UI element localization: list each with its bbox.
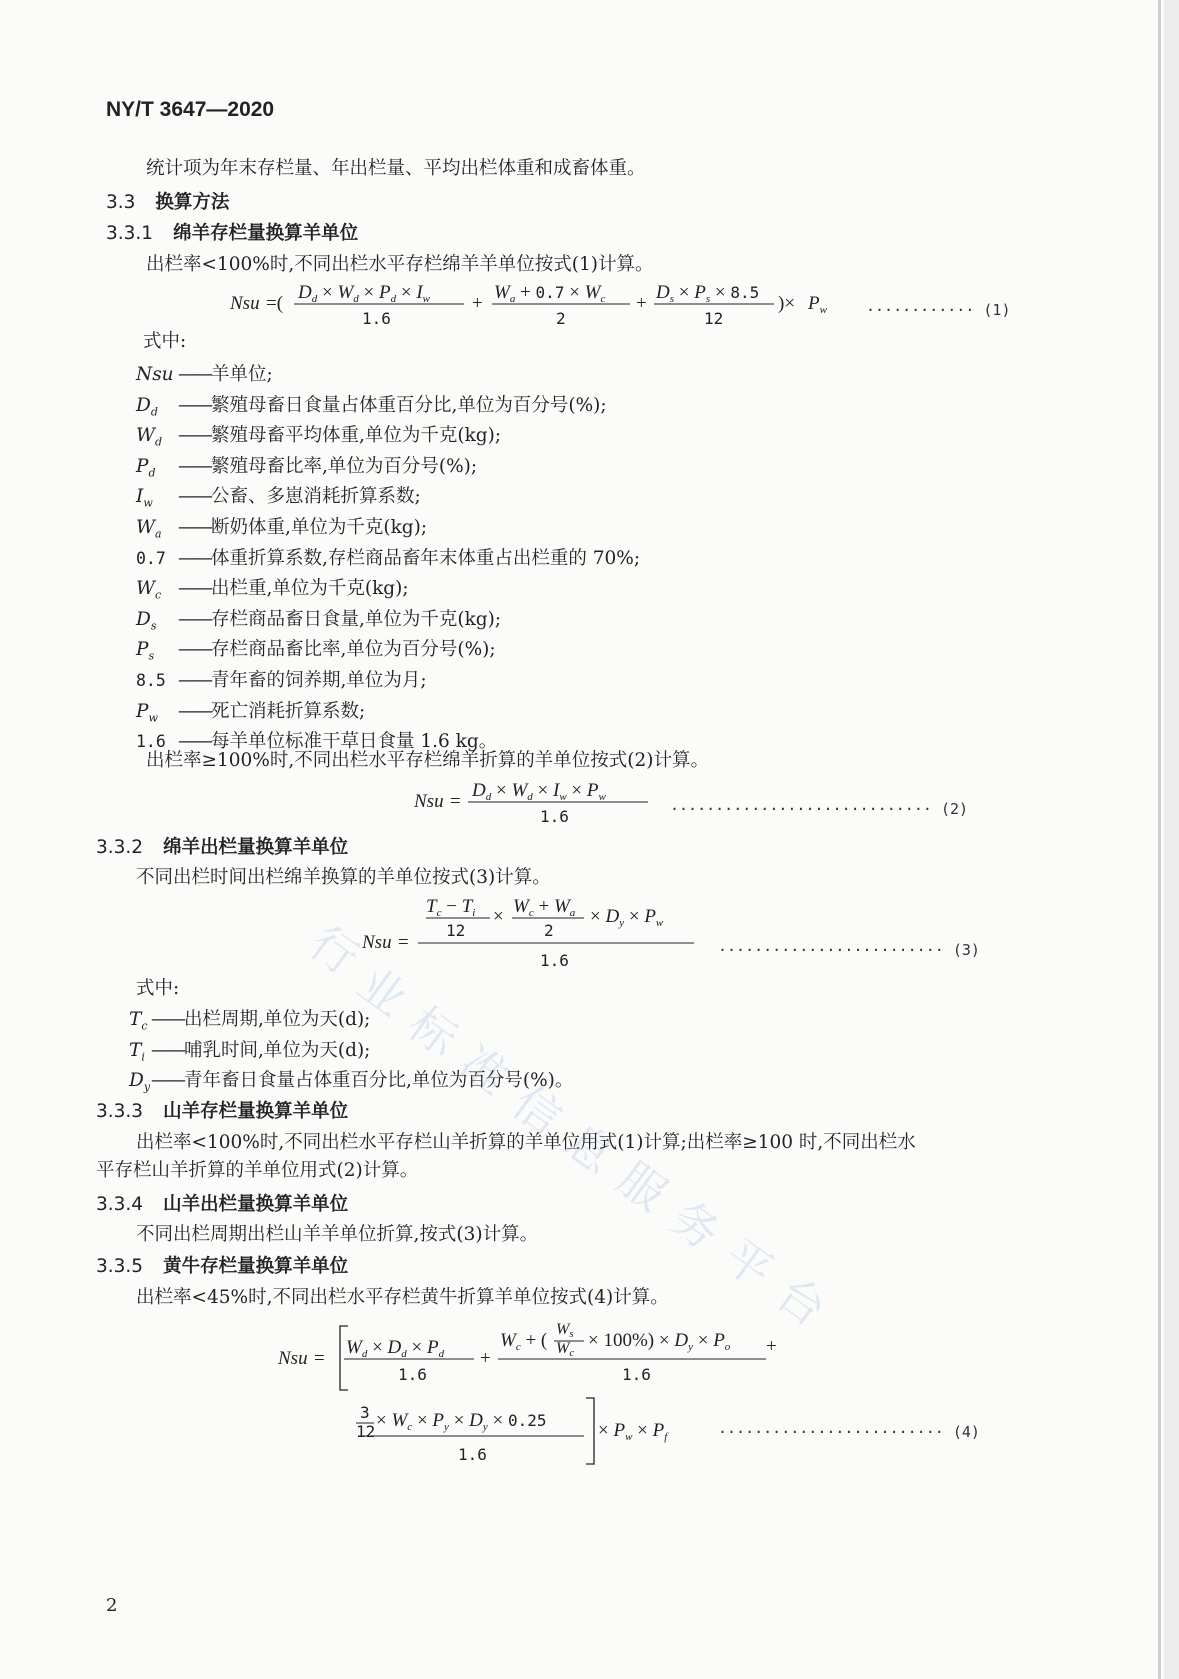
definition-symbol: $I_w$: [136, 486, 153, 511]
section-title: 山羊出栏量换算羊单位: [163, 1193, 349, 1214]
svg-text:× Wc × Py × Dy × 0.25: × $W_c \times P_y \times D_y \times 0.25$: [376, 1410, 547, 1433]
svg-text:1.6: 1.6: [540, 807, 569, 826]
svg-text:Dd × Wd × Pd × Iw: $D_d \times W_d \times P_d \times I_w$: [298, 282, 430, 305]
svg-text:Nsu: Nsu: [414, 791, 444, 812]
definition-text: 出栏重,单位为千克(kg);: [211, 578, 409, 600]
equation-3: [362, 896, 702, 974]
definition-item: [136, 488, 421, 509]
section-number: 3.3.4: [96, 1194, 144, 1215]
section-title: 黄牛存栏量换算羊单位: [163, 1255, 349, 1276]
definition-dash: ——: [178, 670, 211, 691]
definition-symbol: $T_i$: [129, 1039, 145, 1064]
definition-symbol: $D_d$: [136, 394, 158, 419]
definition-item: [136, 366, 273, 385]
definition-item: [136, 608, 502, 633]
svg-text:+: +: [472, 293, 483, 314]
definition-text: 存栏商品畜比率,单位为百分号(%);: [211, 639, 496, 661]
svg-text:1.6: 1.6: [398, 1365, 427, 1384]
watermark-char: 标: [398, 996, 468, 1067]
svg-text:=: =: [450, 791, 461, 812]
section-title: 换算方法: [155, 191, 230, 212]
paragraph-331-1: 出栏率<100%时,不同出栏水平存栏绵羊羊单位按式(1)计算。: [146, 254, 654, 275]
watermark-char: 准: [449, 1035, 519, 1106]
definition-item: [136, 427, 501, 448]
section-heading-3-3-2: [96, 838, 348, 858]
svg-text:1.6: 1.6: [458, 1445, 487, 1464]
equation-4-number: ························· (4): [718, 1423, 980, 1441]
svg-text:1.6: 1.6: [622, 1365, 651, 1384]
definition-dash: ——: [178, 486, 211, 508]
svg-text:1.6: 1.6: [540, 951, 569, 970]
svg-text:Wa + 0.7 × Wc: $W_a + 0.7 \times W_c$: [494, 282, 606, 305]
watermark-char: 台: [766, 1266, 836, 1337]
watermark-char: 行: [299, 915, 369, 986]
svg-text:× Pw × Pf: × $P_w \times P_f$: [598, 1420, 668, 1443]
intro-paragraph: 统计项为年末存栏量、年出栏量、平均出栏体重和成畜体重。: [146, 158, 646, 179]
svg-text:+: +: [766, 1336, 777, 1357]
section-title: 绵羊出栏量换算羊单位: [163, 836, 349, 857]
section-heading-3-3-1: [106, 224, 358, 244]
equation-1: [230, 282, 850, 332]
definition-text: 哺乳时间,单位为天(d);: [184, 1039, 371, 1061]
definition-dash: ——: [178, 639, 211, 661]
section-heading-3-3-4: [96, 1195, 348, 1215]
definition-dash: ——: [151, 1009, 184, 1030]
equation-1-number: ············ (1): [866, 301, 1011, 319]
definition-symbol: $T_c$: [129, 1009, 148, 1033]
definition-dash: ——: [178, 455, 211, 477]
equation-2: [414, 781, 654, 829]
svg-text:Ds × Ps × 8.5: $D_s \times P_s \times 8.5$: [656, 282, 760, 305]
svg-text:Ws: Ws: [556, 1321, 574, 1340]
definition-symbol: $W_c$: [136, 578, 162, 602]
definition-dash: ——: [178, 517, 211, 538]
definition-symbol: $P_s$: [136, 639, 155, 664]
definition-text: 繁殖母畜平均体重,单位为千克(kg);: [211, 425, 502, 447]
definition-item: [136, 580, 409, 601]
svg-text:× 100%) × Dy × Po: × $100\%) \times D_y \times P_o$: [588, 1330, 731, 1353]
definition-text: 繁殖母畜日食量占体重百分比,单位为百分号(%);: [211, 394, 607, 416]
definition-text: 存栏商品畜日食量,单位为千克(kg);: [211, 608, 502, 630]
paragraph-333-1: 出栏率<100%时,不同出栏水平存栏山羊折算的羊单位用式(1)计算;出栏率≥100 时,不同出栏水: [136, 1132, 916, 1153]
svg-text:=(: =(: [266, 293, 284, 314]
definition-item: [136, 547, 641, 569]
where-label-2: 式中:: [136, 978, 180, 999]
definition-dash: ——: [151, 1070, 184, 1091]
definition-item: [136, 455, 478, 480]
definition-dash: ——: [178, 425, 211, 447]
section-number: 3.3.1: [106, 223, 154, 244]
svg-text:Wd × Dd × Pd: $W_d \times D_d \times P_d$: [346, 1337, 445, 1360]
definition-text: 每羊单位标准干草日食量 1.6 kg。: [211, 731, 498, 753]
section-heading-3-3-5: [96, 1257, 348, 1277]
definition-symbol: 1.6: [136, 732, 166, 752]
definition-item: [136, 733, 497, 752]
section-title: 绵羊存栏量换算羊单位: [173, 222, 359, 243]
section-heading-3-3-3: [96, 1102, 348, 1122]
svg-text:12: 12: [704, 309, 724, 328]
svg-text:1.6: 1.6: [362, 309, 391, 328]
definition-item: [136, 700, 366, 725]
svg-text:12: 12: [446, 921, 466, 940]
watermark-char: 息: [554, 1113, 624, 1184]
section-number: 3.3: [106, 192, 136, 213]
definition-symbol: $D_y$: [129, 1070, 151, 1094]
definition-text: 体重折算系数,存栏商品畜年末体重占出栏重的 70%;: [211, 547, 641, 569]
definition-dash: ——: [151, 1039, 184, 1061]
definition-symbol: Nsu: [136, 364, 174, 385]
section-number: 3.3.2: [96, 837, 144, 858]
svg-text:Dd × Wd × Iw × Pw: $D_d \times W_d \times I_w \times P_w$: [472, 780, 606, 803]
paragraph-332-1: 不同出栏时间出栏绵羊换算的羊单位按式(3)计算。: [136, 867, 551, 888]
svg-text:Pw: $P_w$: [808, 293, 827, 316]
definition-item: [129, 1072, 573, 1093]
svg-text:Wc + Wa: $W_c + W_a$: [513, 896, 576, 919]
svg-text:)×: )×: [778, 293, 796, 314]
svg-text:3: 3: [360, 1403, 370, 1422]
standard-code-header: NY/T 3647—2020: [106, 98, 275, 121]
definition-dash: ——: [178, 547, 211, 569]
definition-text: 繁殖母畜比率,单位为百分号(%);: [211, 455, 478, 477]
definition-text: 青年畜的饲养期,单位为月;: [211, 670, 427, 691]
svg-text:Nsu: Nsu: [278, 1348, 308, 1369]
definition-text: 公畜、多崽消耗折算系数;: [211, 486, 421, 508]
watermark-char: 务: [660, 1190, 730, 1261]
definition-dash: ——: [178, 608, 211, 630]
svg-text:=: =: [398, 932, 409, 953]
svg-text:=: =: [314, 1348, 325, 1369]
definition-item: [129, 1039, 371, 1064]
definition-dash: ——: [178, 700, 211, 722]
definition-text: 羊单位;: [211, 364, 273, 385]
definition-symbol: $W_a$: [136, 517, 162, 541]
svg-text:2: 2: [544, 921, 554, 940]
watermark-char: 信: [502, 1075, 572, 1146]
definition-item: [136, 672, 427, 691]
definition-text: 断奶体重,单位为千克(kg);: [211, 517, 428, 538]
definition-symbol: $P_w$: [136, 700, 158, 725]
section-title: 山羊存栏量换算羊单位: [163, 1100, 349, 1121]
svg-text:Tc − Ti: $T_c - T_i$: [426, 896, 476, 919]
definition-dash: ——: [178, 364, 211, 385]
equation-4: [278, 1320, 838, 1480]
definition-item: [136, 519, 427, 540]
svg-text:Nsu: Nsu: [362, 932, 392, 953]
definition-item: [129, 1011, 370, 1032]
paragraph-334-1: 不同出栏周期出栏山羊羊单位折算,按式(3)计算。: [136, 1224, 539, 1245]
section-heading-3-3: [106, 193, 229, 213]
definition-symbol: $W_d$: [136, 425, 163, 449]
definition-text: 出栏周期,单位为天(d);: [184, 1009, 371, 1030]
equation-3-number: ························· (3): [718, 941, 980, 959]
watermark-char: 业: [347, 956, 417, 1027]
definition-text: 青年畜日食量占体重百分比,单位为百分号(%)。: [184, 1070, 574, 1091]
paragraph-335-1: 出栏率<45%时,不同出栏水平存栏黄牛折算羊单位按式(4)计算。: [136, 1287, 669, 1308]
svg-text:+: +: [480, 1348, 491, 1369]
watermark-char: 平: [713, 1228, 783, 1299]
definition-symbol: $D_s$: [136, 608, 157, 633]
svg-text:12: 12: [356, 1422, 376, 1441]
definition-dash: ——: [178, 394, 211, 416]
definition-text: 死亡消耗折算系数;: [211, 700, 366, 722]
svg-text:Wc + (: $W_c$ + (: [500, 1330, 548, 1353]
definition-item: [136, 641, 496, 662]
watermark-char: 服: [607, 1151, 677, 1222]
definition-dash: ——: [178, 731, 211, 753]
definition-item: [136, 394, 607, 419]
svg-text:+: +: [636, 293, 647, 314]
section-number: 3.3.5: [96, 1256, 144, 1277]
svg-text:2: 2: [556, 309, 566, 328]
definition-symbol: 8.5: [136, 671, 166, 690]
section-number: 3.3.3: [96, 1101, 144, 1122]
where-label: 式中:: [143, 331, 187, 352]
svg-text:×: ×: [493, 906, 504, 927]
svg-text:Wc: Wc: [556, 1340, 575, 1359]
svg-text:Nsu: Nsu: [230, 293, 260, 314]
equation-2-number: ····························· (2): [670, 800, 969, 818]
svg-text:× Dy × Pw: × $D_y \times P_w$: [590, 906, 664, 929]
definition-symbol: 0.7: [136, 548, 166, 568]
page-edge-line: [1158, 0, 1161, 1679]
page-edge-shadow: [1164, 0, 1179, 1679]
page-number: 2: [106, 1595, 118, 1616]
definition-symbol: $P_d$: [136, 455, 156, 480]
paragraph-331-2: 出栏率≥100%时,不同出栏水平存栏绵羊折算的羊单位按式(2)计算。: [146, 750, 709, 771]
definition-dash: ——: [178, 578, 211, 600]
paragraph-333-2: 平存栏山羊折算的羊单位用式(2)计算。: [96, 1160, 419, 1181]
